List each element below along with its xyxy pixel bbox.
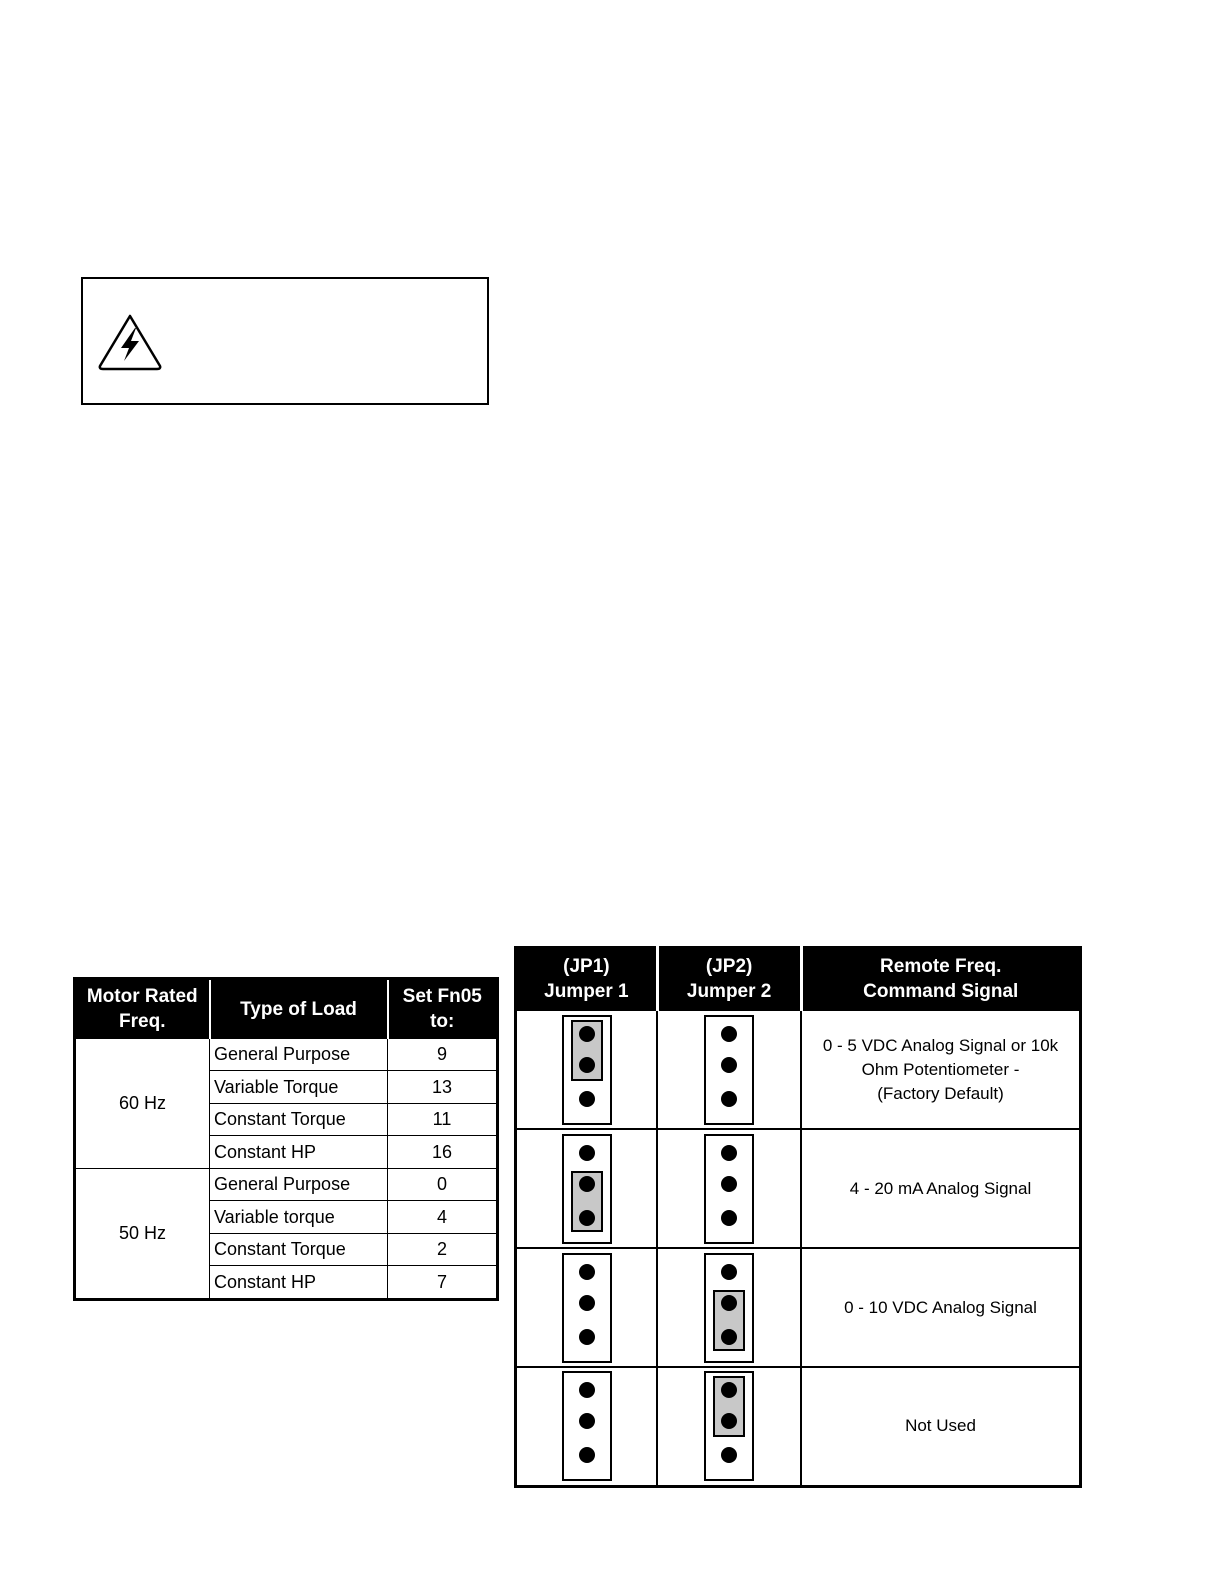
load-type-cell: Constant Torque (210, 1103, 388, 1135)
jumper-pin (721, 1447, 737, 1463)
jumper-pin (579, 1210, 595, 1226)
header-jumper-2: (JP2) Jumper 2 (657, 948, 801, 1011)
jumper-pin (579, 1026, 595, 1042)
fn05-value-cell: 7 (388, 1266, 498, 1300)
jumper-pin (721, 1091, 737, 1107)
electrical-hazard-icon (97, 313, 163, 371)
table-row (516, 1248, 1081, 1367)
fn05-value-cell: 16 (388, 1136, 498, 1168)
jp2-cell (657, 1248, 801, 1367)
jumper-1-diagram-icon (562, 1015, 612, 1125)
motor-freq-cell: 50 Hz (75, 1168, 210, 1299)
jumper-pin (721, 1382, 737, 1398)
jumper-pin (579, 1447, 595, 1463)
jumper-pin (721, 1413, 737, 1429)
jumper-pin (579, 1413, 595, 1429)
jumper-pin (721, 1295, 737, 1311)
jumper-pin (721, 1145, 737, 1161)
table-row (516, 1129, 1081, 1248)
fn05-value-cell: 11 (388, 1103, 498, 1135)
jumper-2-diagram-icon (704, 1371, 754, 1481)
jumper-2-diagram-icon (704, 1253, 754, 1363)
command-signal-cell: Not Used (801, 1367, 1081, 1486)
command-signal-cell: 4 - 20 mA Analog Signal (801, 1129, 1081, 1248)
jumper-pin (721, 1057, 737, 1073)
jumper-1-diagram-icon (562, 1371, 612, 1481)
jumper-pin (579, 1091, 595, 1107)
load-type-cell: Variable torque (210, 1201, 388, 1233)
jumper-pin (579, 1382, 595, 1398)
electrical-warning-box (81, 277, 489, 405)
header-motor-rated-freq: Motor Rated Freq. (75, 979, 210, 1039)
jumper-pin (721, 1026, 737, 1042)
jumper-1-diagram-icon (562, 1253, 612, 1363)
jumper-2-diagram-icon (704, 1134, 754, 1244)
jumper-settings-table (514, 946, 1082, 1488)
jumper-pin (579, 1295, 595, 1311)
header-jumper-1: (JP1) Jumper 1 (516, 948, 658, 1011)
jumper-pin (721, 1210, 737, 1226)
load-table-header-row (75, 979, 498, 1039)
load-type-cell: Constant HP (210, 1136, 388, 1168)
table-row (516, 1367, 1081, 1486)
header-remote-freq-signal: Remote Freq. Command Signal (801, 948, 1081, 1011)
jumper-pin (579, 1264, 595, 1280)
command-signal-cell: 0 - 5 VDC Analog Signal or 10k Ohm Potentiometer - (Factory Default) (801, 1010, 1081, 1129)
jp1-cell (516, 1248, 658, 1367)
header-set-fn05: Set Fn05 to: (388, 979, 498, 1039)
load-type-cell: General Purpose (210, 1168, 388, 1200)
load-type-cell: Variable Torque (210, 1071, 388, 1103)
header-type-of-load: Type of Load (210, 979, 388, 1039)
jumper-pin (579, 1329, 595, 1345)
jp2-cell (657, 1367, 801, 1486)
jumper-1-diagram-icon (562, 1134, 612, 1244)
jp2-cell (657, 1010, 801, 1129)
load-type-cell: General Purpose (210, 1039, 388, 1071)
fn05-value-cell: 9 (388, 1039, 498, 1071)
table-row (516, 1010, 1081, 1129)
jp2-cell (657, 1129, 801, 1248)
fn05-value-cell: 13 (388, 1071, 498, 1103)
jumper-pin (579, 1057, 595, 1073)
jumper-pin (721, 1329, 737, 1345)
command-signal-cell: 0 - 10 VDC Analog Signal (801, 1248, 1081, 1367)
jumper-pin (721, 1264, 737, 1280)
jumper-pin (579, 1145, 595, 1161)
load-type-cell: Constant HP (210, 1266, 388, 1300)
jumper-pin (579, 1176, 595, 1192)
motor-freq-cell: 60 Hz (75, 1039, 210, 1169)
fn05-value-cell: 0 (388, 1168, 498, 1200)
fn05-value-cell: 2 (388, 1233, 498, 1265)
jp1-cell (516, 1129, 658, 1248)
load-type-cell: Constant Torque (210, 1233, 388, 1265)
jumper-2-diagram-icon (704, 1015, 754, 1125)
jumper-table-header-row (516, 948, 1081, 1011)
jp1-cell (516, 1367, 658, 1486)
motor-load-table (73, 977, 499, 1301)
table-row (75, 1168, 498, 1200)
fn05-value-cell: 4 (388, 1201, 498, 1233)
table-row (75, 1039, 498, 1071)
jumper-pin (721, 1176, 737, 1192)
jp1-cell (516, 1010, 658, 1129)
